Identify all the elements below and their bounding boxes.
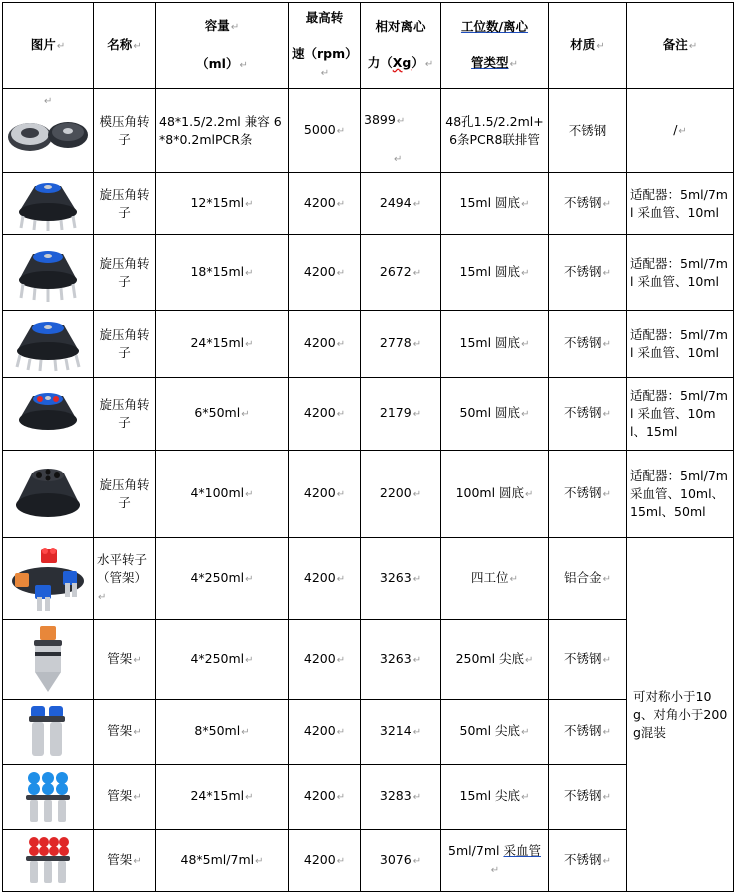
header-row bbox=[3, 3, 734, 89]
material-cell: 不锈钢↵ bbox=[549, 378, 627, 451]
name-cell: 水平转子（管架）↵ bbox=[94, 538, 156, 620]
capacity-cell: 12*15ml↵ bbox=[156, 173, 289, 235]
remarks-cell: /↵ bbox=[627, 89, 734, 173]
capacity-cell: 18*15ml↵ bbox=[156, 235, 289, 311]
table-row bbox=[3, 378, 734, 451]
swing-rotor-icon bbox=[7, 543, 89, 615]
rcf-cell: 3283↵ bbox=[361, 765, 441, 830]
table-row bbox=[3, 620, 734, 700]
speed-cell: 4200↵ bbox=[289, 311, 361, 378]
remarks-cell: 适配器：5ml/7ml 采血管、10ml bbox=[627, 173, 734, 235]
name-cell: 管架↵ bbox=[94, 620, 156, 700]
material-cell: 不锈钢↵ bbox=[549, 700, 627, 765]
rcf-cell: 2778↵ bbox=[361, 311, 441, 378]
material-cell: 不锈钢↵ bbox=[549, 311, 627, 378]
positions-cell: 50ml 圆底↵ bbox=[441, 378, 549, 451]
capacity-cell: 48*1.5/2.2ml 兼容 6*8*0.2mlPCR条 bbox=[156, 89, 289, 173]
positions-cell: 100ml 圆底↵ bbox=[441, 451, 549, 538]
table-row bbox=[3, 89, 734, 173]
rcf-cell: 3263↵ bbox=[361, 538, 441, 620]
name-cell: 管架↵ bbox=[94, 700, 156, 765]
material-cell: 不锈钢↵ bbox=[549, 173, 627, 235]
image-cell bbox=[3, 173, 94, 235]
positions-cell: 15ml 尖底↵ bbox=[441, 765, 549, 830]
capacity-cell: 8*50ml↵ bbox=[156, 700, 289, 765]
positions-cell: 15ml 圆底↵ bbox=[441, 173, 549, 235]
material-cell: 不锈钢 bbox=[549, 89, 627, 173]
speed-cell: 4200↵ bbox=[289, 538, 361, 620]
positions-cell: 5ml/7ml 采血管↵ bbox=[441, 830, 549, 892]
image-cell bbox=[3, 620, 94, 700]
remarks-merged-cell: 可对称小于10g、对角小于200g混装 bbox=[627, 538, 734, 892]
name-cell: 旋压角转子 bbox=[94, 311, 156, 378]
rcf-cell: 2179↵ bbox=[361, 378, 441, 451]
speed-cell: 4200↵ bbox=[289, 765, 361, 830]
image-cell bbox=[3, 830, 94, 892]
capacity-cell: 6*50ml↵ bbox=[156, 378, 289, 451]
rack-8x50-icon bbox=[23, 702, 73, 762]
rack-24x15-icon bbox=[20, 769, 76, 825]
table-row bbox=[3, 311, 734, 378]
image-cell bbox=[3, 765, 94, 830]
name-cell: 旋压角转子 bbox=[94, 451, 156, 538]
rack-48x5-icon bbox=[20, 834, 76, 888]
capacity-cell: 24*15ml↵ bbox=[156, 765, 289, 830]
positions-cell: 50ml 尖底↵ bbox=[441, 700, 549, 765]
table-row bbox=[3, 765, 734, 830]
table-row bbox=[3, 830, 734, 892]
header-positions: 工位数/离心 管类型↵ bbox=[441, 3, 549, 89]
name-cell: 模压角转子 bbox=[94, 89, 156, 173]
name-cell: 管架↵ bbox=[94, 830, 156, 892]
capacity-cell: 4*100ml↵ bbox=[156, 451, 289, 538]
speed-cell: 4200↵ bbox=[289, 451, 361, 538]
speed-cell: 4200↵ bbox=[289, 700, 361, 765]
rcf-cell: 3214↵ bbox=[361, 700, 441, 765]
header-material: 材质↵ bbox=[549, 3, 627, 89]
speed-cell: 4200↵ bbox=[289, 378, 361, 451]
speed-cell: 4200↵ bbox=[289, 235, 361, 311]
image-cell: ↵ bbox=[3, 89, 94, 173]
table-row bbox=[3, 173, 734, 235]
speed-cell: 4200↵ bbox=[289, 173, 361, 235]
angle-rotor-12-icon bbox=[13, 176, 83, 232]
header-max-speed: 最高转 速（rpm）↵ bbox=[289, 3, 361, 89]
positions-cell: 四工位↵ bbox=[441, 538, 549, 620]
angle-rotor-24-icon bbox=[12, 315, 84, 373]
capacity-cell: 48*5ml/7ml↵ bbox=[156, 830, 289, 892]
name-cell: 管架↵ bbox=[94, 765, 156, 830]
material-cell: 铝合金↵ bbox=[549, 538, 627, 620]
remarks-cell: 适配器：5ml/7m 采血管、10ml、15ml、50ml bbox=[627, 451, 734, 538]
positions-cell: 250ml 尖底↵ bbox=[441, 620, 549, 700]
positions-cell: 48孔1.5/2.2ml+6条PCR8联排管 bbox=[441, 89, 549, 173]
speed-cell: 5000↵ bbox=[289, 89, 361, 173]
rotor-spec-table bbox=[2, 2, 734, 892]
image-cell bbox=[3, 700, 94, 765]
angle-rotor-18-icon bbox=[13, 242, 83, 304]
rcf-cell: 2200↵ bbox=[361, 451, 441, 538]
header-image: 图片↵ bbox=[3, 3, 94, 89]
image-cell bbox=[3, 235, 94, 311]
image-cell bbox=[3, 378, 94, 451]
remarks-cell: 适配器：5ml/7ml 采血管、10ml、15ml bbox=[627, 378, 734, 451]
angle-rotor-6-icon bbox=[13, 386, 83, 442]
capacity-cell: 4*250ml↵ bbox=[156, 538, 289, 620]
angle-rotor-4-icon bbox=[10, 459, 86, 529]
material-cell: 不锈钢↵ bbox=[549, 235, 627, 311]
rcf-cell: 3076↵ bbox=[361, 830, 441, 892]
rcf-cell: 3899↵ ↵ bbox=[361, 89, 441, 173]
positions-cell: 15ml 圆底↵ bbox=[441, 311, 549, 378]
material-cell: 不锈钢↵ bbox=[549, 830, 627, 892]
material-cell: 不锈钢↵ bbox=[549, 451, 627, 538]
rcf-cell: 3263↵ bbox=[361, 620, 441, 700]
capacity-cell: 4*250ml↵ bbox=[156, 620, 289, 700]
name-cell: 旋压角转子 bbox=[94, 173, 156, 235]
remarks-cell: 适配器：5ml/7ml 采血管、10ml bbox=[627, 311, 734, 378]
name-cell: 旋压角转子 bbox=[94, 235, 156, 311]
material-cell: 不锈钢↵ bbox=[549, 620, 627, 700]
header-name: 名称↵ bbox=[94, 3, 156, 89]
rcf-cell: 2672↵ bbox=[361, 235, 441, 311]
header-remarks: 备注↵ bbox=[627, 3, 734, 89]
table-row bbox=[3, 700, 734, 765]
speed-cell: 4200↵ bbox=[289, 830, 361, 892]
speed-cell: 4200↵ bbox=[289, 620, 361, 700]
rcf-cell: 2494↵ bbox=[361, 173, 441, 235]
capacity-cell: 24*15ml↵ bbox=[156, 311, 289, 378]
material-cell: 不锈钢↵ bbox=[549, 765, 627, 830]
remarks-cell: 适配器：5ml/7ml 采血管、10ml bbox=[627, 235, 734, 311]
image-cell bbox=[3, 538, 94, 620]
image-cell bbox=[3, 451, 94, 538]
table-row bbox=[3, 235, 734, 311]
positions-cell: 15ml 圆底↵ bbox=[441, 235, 549, 311]
header-rcf: 相对离心 力（Xg）↵ bbox=[361, 3, 441, 89]
name-cell: 旋压角转子 bbox=[94, 378, 156, 451]
image-cell bbox=[3, 311, 94, 378]
table-row bbox=[3, 538, 734, 620]
header-capacity: 容量↵ （ml）↵ bbox=[156, 3, 289, 89]
bucket-250-icon bbox=[23, 624, 73, 696]
table-row bbox=[3, 451, 734, 538]
